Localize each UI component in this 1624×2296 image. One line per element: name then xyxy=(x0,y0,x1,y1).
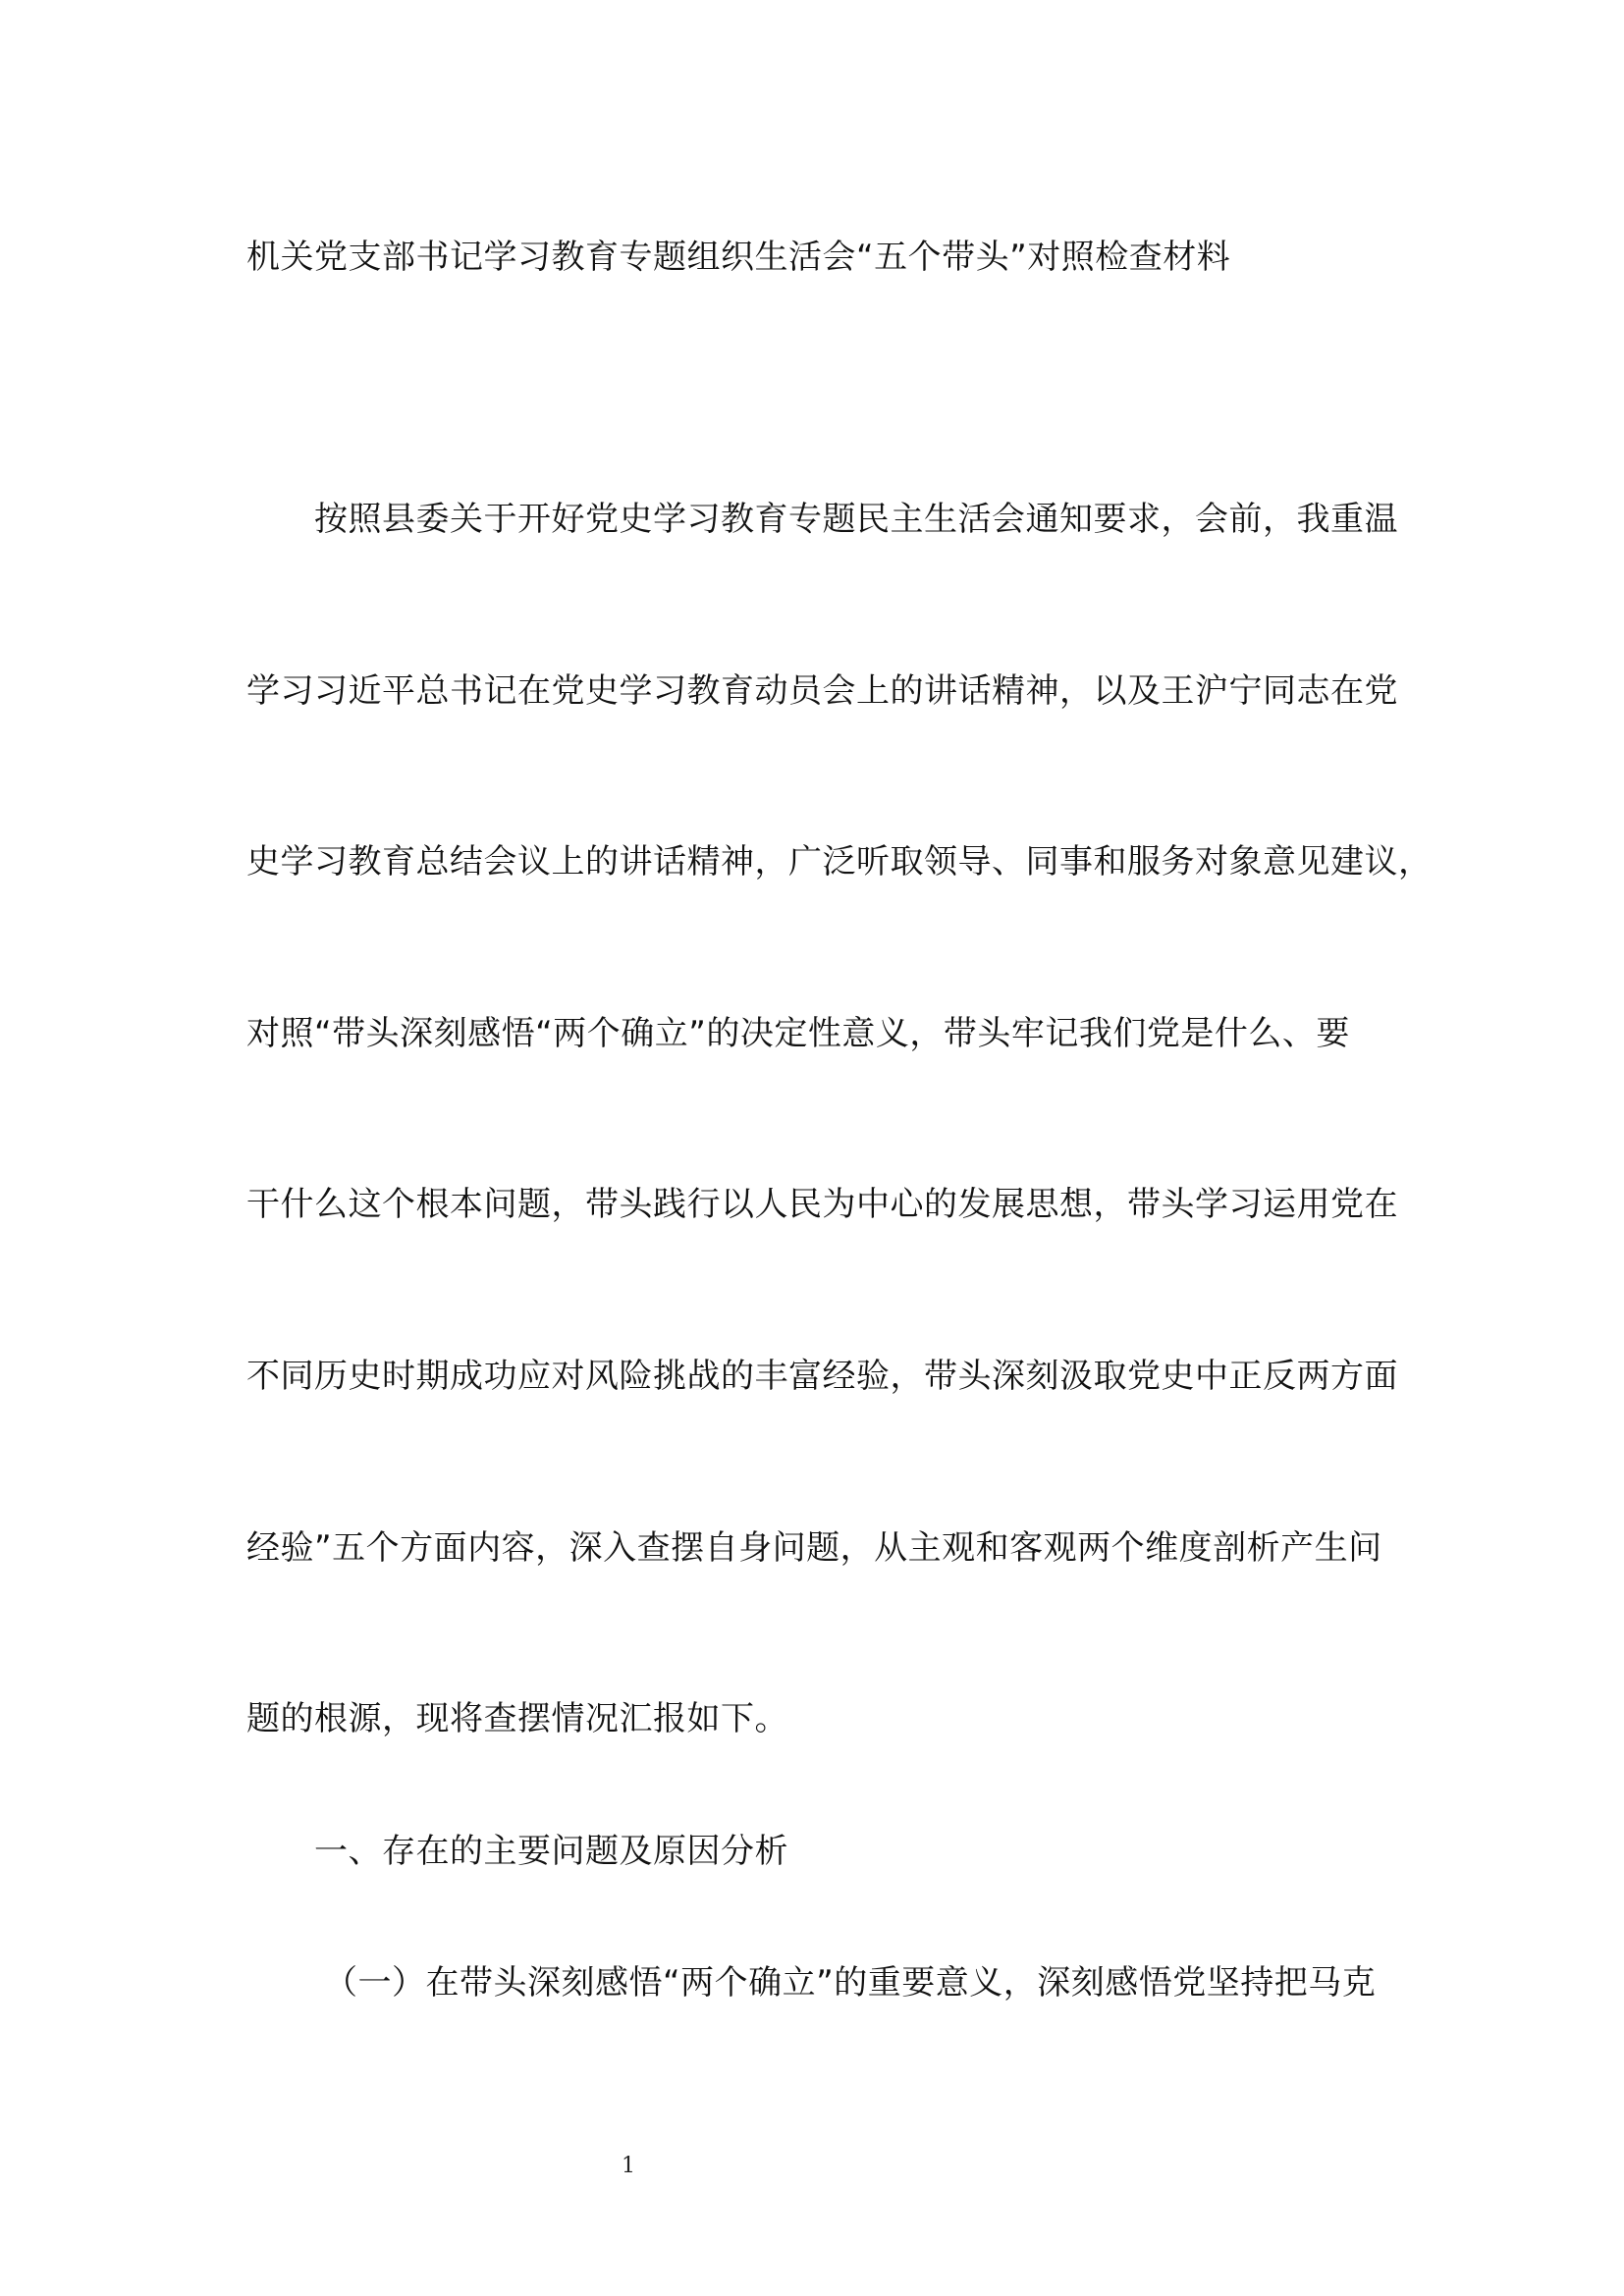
section-heading: 一、存在的主要问题及原因分析 xyxy=(314,1832,788,1871)
page-number: 1 xyxy=(622,2154,635,2178)
paragraph-line: 学习习近平总书记在党史学习教育动员会上的讲话精神，以及王沪宁同志在党 xyxy=(246,671,1398,711)
paragraph-line: 干什么这个根本问题，带头践行以人民为中心的发展思想，带头学习运用党在 xyxy=(246,1185,1398,1224)
paragraph-line: 题的根源，现将查摆情况汇报如下。 xyxy=(246,1699,788,1738)
document-title: 机关党支部书记学习教育专题组织生活会“五个带头”对照检查材料 xyxy=(246,238,1231,277)
subsection-line: （一）在带头深刻感悟“两个确立”的重要意义，深刻感悟党坚持把马克 xyxy=(324,1963,1377,2002)
paragraph-line: 对照“带头深刻感悟“两个确立”的决定性意义，带头牢记我们党是什么、要 xyxy=(246,1014,1350,1053)
paragraph-line: 不同历史时期成功应对风险挑战的丰富经验，带头深刻汲取党史中正反两方面 xyxy=(246,1357,1398,1396)
paragraph-line: 按照县委关于开好党史学习教育专题民主生活会通知要求，会前，我重温 xyxy=(314,500,1398,539)
paragraph-line: 史学习教育总结会议上的讲话精神，广泛听取领导、同事和服务对象意见建议， xyxy=(246,842,1433,881)
paragraph-line: 经验”五个方面内容，深入查摆自身问题，从主观和客观两个维度剖析产生问 xyxy=(246,1528,1382,1568)
